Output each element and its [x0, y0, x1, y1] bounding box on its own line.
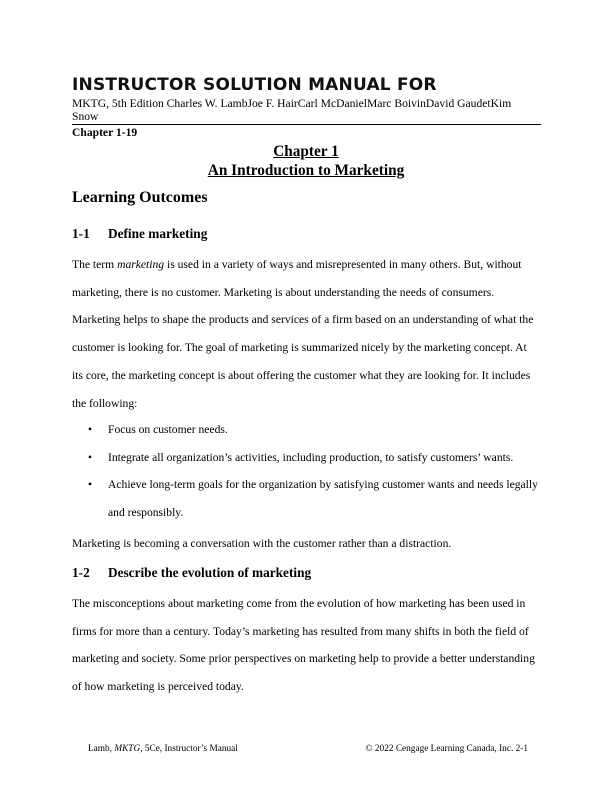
chapter-title: An Introduction to Marketing	[207, 162, 405, 179]
outcome-heading-1	[72, 226, 207, 242]
outcome-number: 1-1	[72, 226, 90, 241]
bullet-icon: •	[88, 450, 93, 464]
manual-title: INSTRUCTOR SOLUTION MANUAL FOR	[72, 75, 437, 95]
footer-left	[88, 744, 238, 754]
list-item	[88, 444, 540, 472]
outcome-heading-2	[72, 565, 311, 581]
outcome-1-closing: Marketing is becoming a conversation with the customer rather than a distraction.	[72, 537, 452, 550]
book-info: MKTG, 5th Edition Charles W. LambJoe F. HairCarl McDanielMarc BoivinDavid GaudetKim Snow	[72, 97, 512, 123]
outcome-2-body: The misconceptions about marketing come from the evolution of how marketing has been used in firms for more than a century. Today’s marketing has resulted from many shifts in both the field of marketing and society. Some prior perspectives on marketing help to provide a better understanding of how marketing is perceived today.	[72, 597, 535, 694]
footer-text-continued: , 5Ce, Instructor’s Manual	[140, 744, 238, 754]
outcome-number: 1-2	[72, 565, 90, 580]
chapter-range: Chapter 1-19	[72, 126, 138, 139]
bullet-icon: •	[88, 423, 93, 436]
outcome-title: Describe the evolution of marketing	[108, 565, 312, 580]
list-item	[88, 416, 540, 444]
chapter-number: Chapter 1	[273, 143, 339, 160]
outcome-title: Define marketing	[108, 226, 208, 241]
list-item	[88, 471, 540, 526]
outcome-1-intro	[72, 251, 540, 417]
footer-copyright: © 2022 Cengage Learning Canada, Inc. 2-1	[365, 744, 528, 754]
intro-text-continued: is used in a variety of ways and misrepresented in many others. But, without marketing, there is no customer. Marketing is about understanding the needs of consumers. Marketing helps to shape the products and services of a firm based on an understanding of what the customer is looking for. The goal of marketing is summarized nicely by the marketing concept. At its core, the marketing concept is about offering the customer what they are looking for. It includes the following:	[72, 258, 534, 410]
header-divider	[72, 124, 541, 125]
intro-emphasis: marketing	[117, 258, 165, 271]
outcome-1-bullet-list	[88, 416, 540, 527]
list-item-text: Integrate all organization’s activities, including production, to satisfy customers’ wants.	[108, 450, 514, 464]
footer-emphasis: MKTG	[114, 744, 141, 754]
chapter-heading	[72, 142, 540, 180]
list-item-text: Achieve long-term goals for the organization by satisfying customer wants and needs legally and responsibly.	[108, 478, 538, 520]
bullet-icon: •	[88, 478, 93, 492]
section-title: Learning Outcomes	[72, 189, 208, 206]
footer-text: Lamb,	[88, 744, 115, 754]
intro-text: The term	[72, 258, 118, 271]
list-item-text: Focus on customer needs.	[108, 423, 228, 436]
